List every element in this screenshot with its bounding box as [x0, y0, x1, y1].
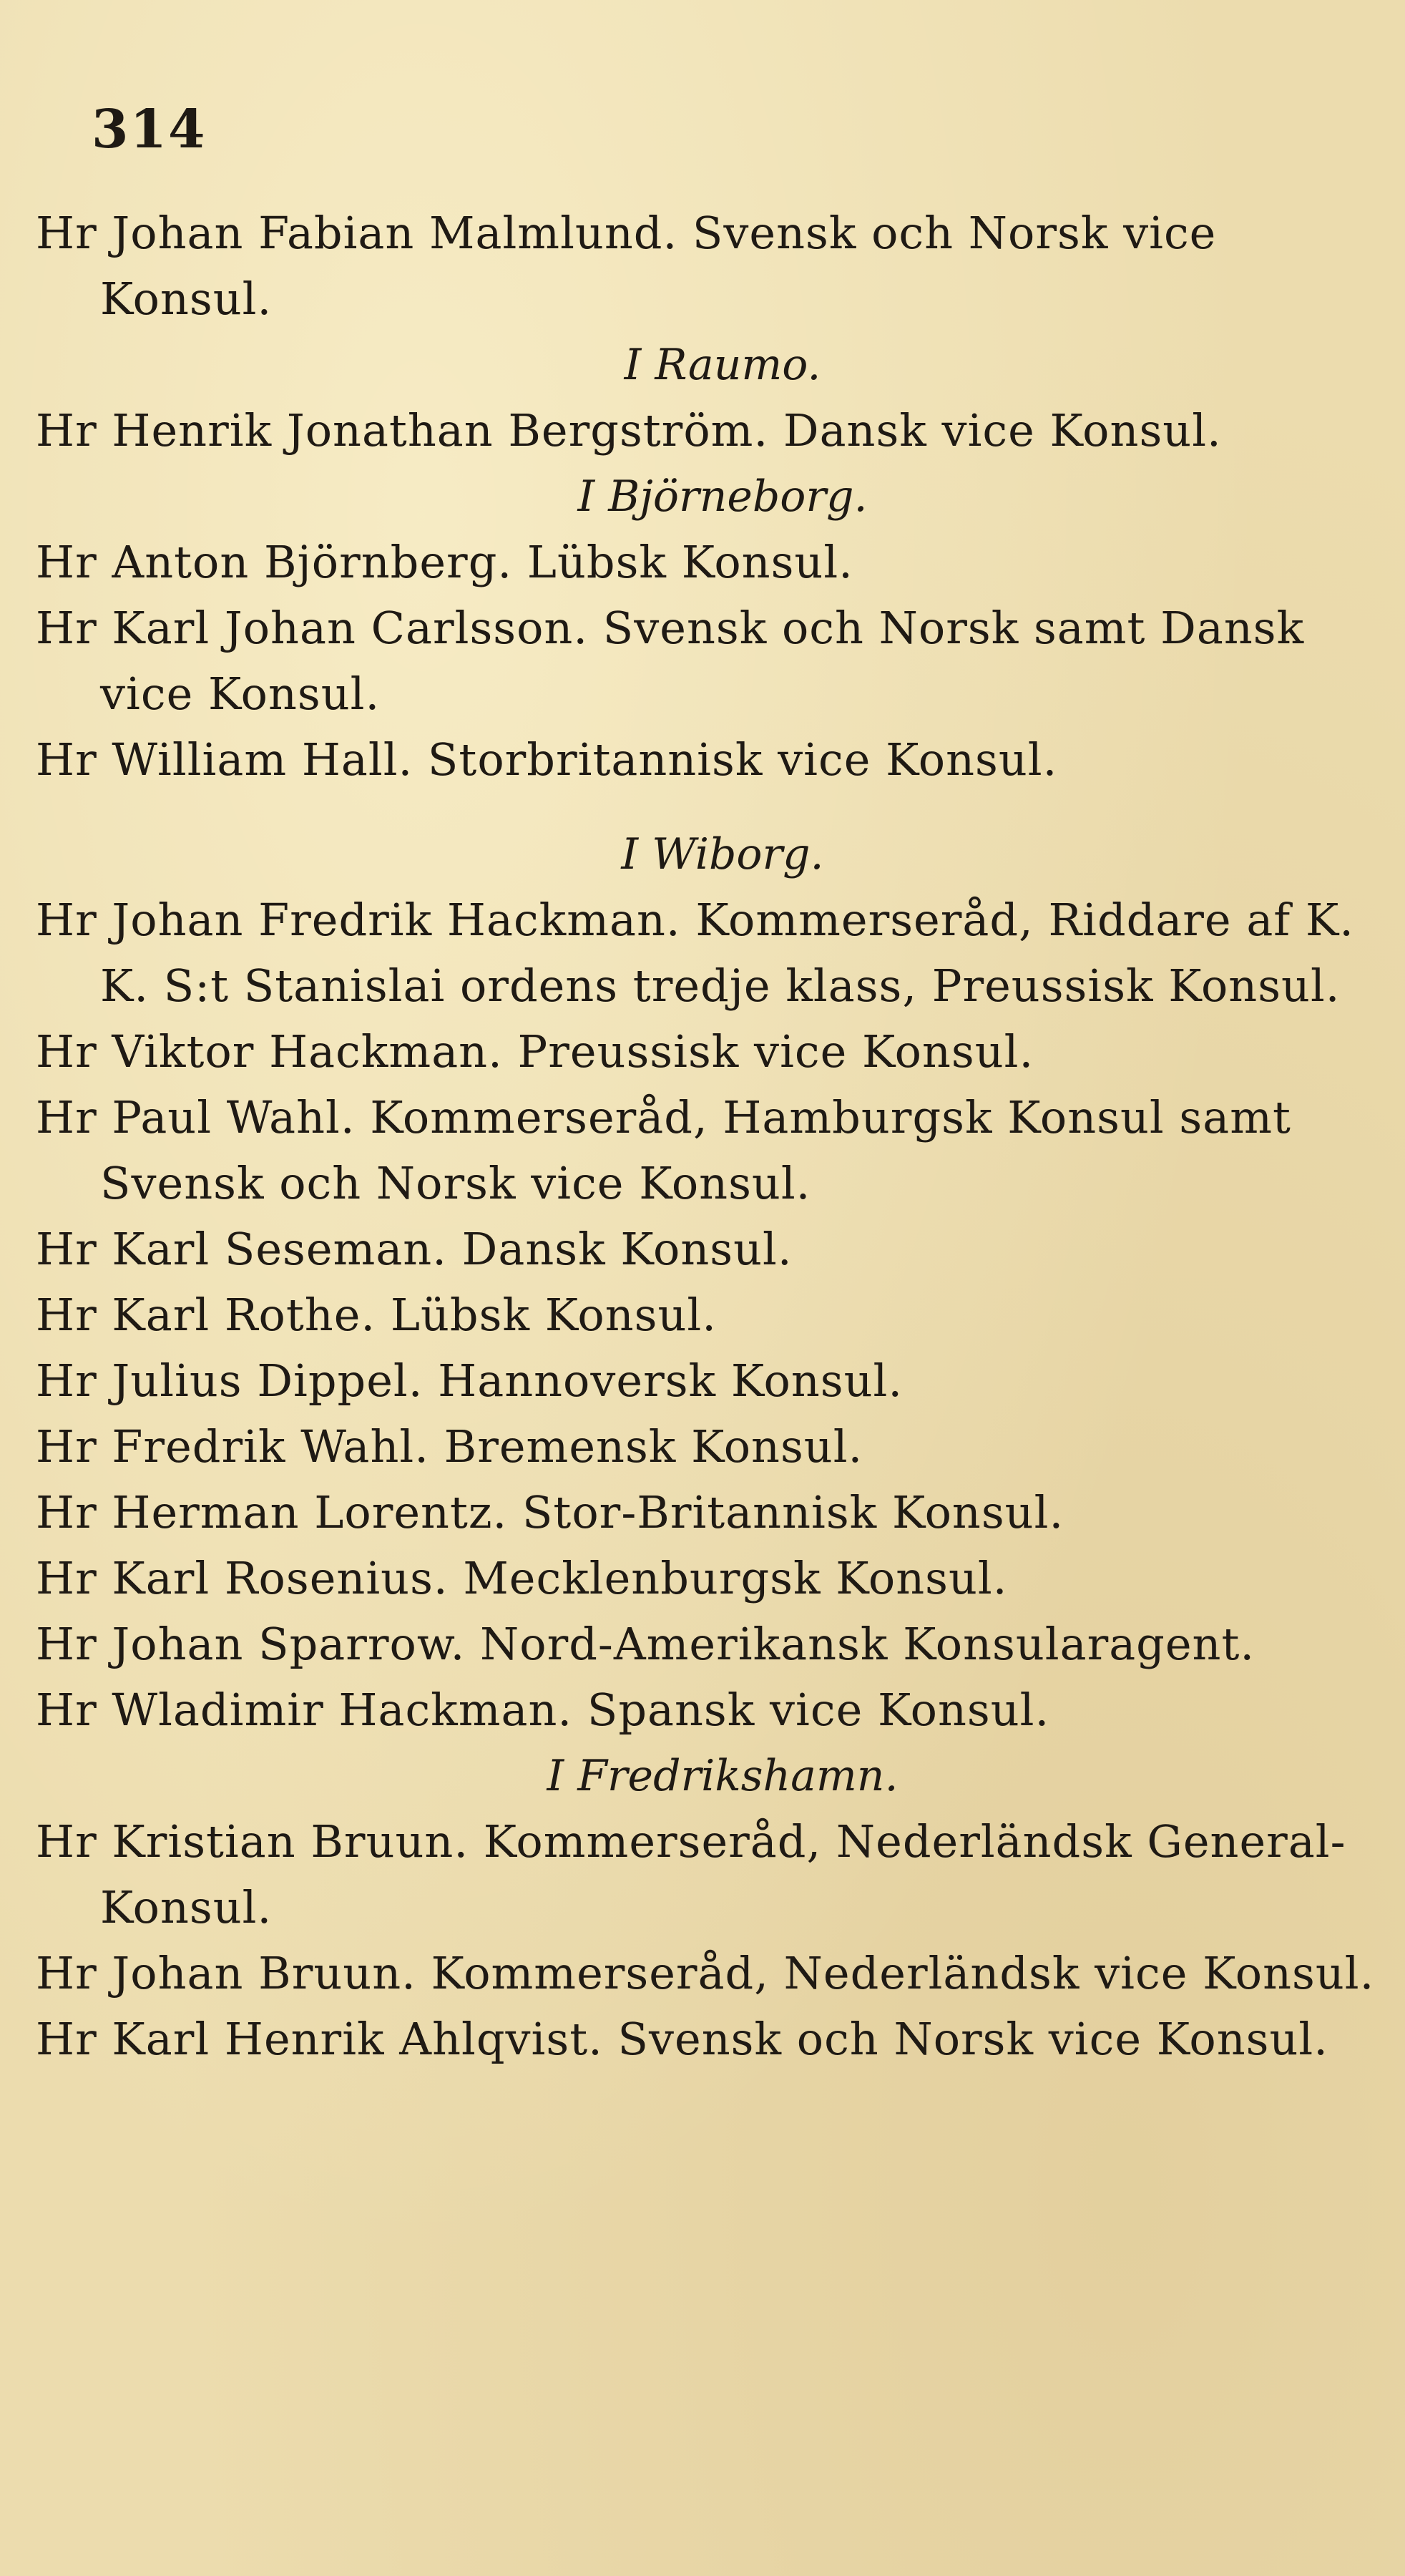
- list-item: Hr Paul Wahl. Kommerseråd, Hamburgsk Konsul samt Svensk och Norsk vice Konsul.: [36, 1091, 1291, 1209]
- list-item: Hr Julius Dippel. Hannoversk Konsul.: [36, 1355, 904, 1407]
- list-item: Hr Anton Björnberg. Lübsk Konsul.: [36, 536, 853, 588]
- list-item: Hr William Hall. Storbritannisk vice Konsul.: [36, 733, 1058, 786]
- list-item: Hr Karl Rosenius. Mecklenburgsk Konsul.: [36, 1552, 1008, 1604]
- list-item: Hr Kristian Bruun. Kommerseråd, Nederländsk General-Konsul.: [36, 1815, 1346, 1933]
- list-item: Hr Henrik Jonathan Bergström. Dansk vice Konsul.: [36, 404, 1222, 457]
- list-item: Hr Johan Sparrow. Nord-Amerikansk Konsularagent.: [36, 1618, 1255, 1670]
- list-item: Hr Wladimir Hackman. Spansk vice Konsul.: [36, 1684, 1050, 1736]
- page-number: 314: [92, 99, 207, 160]
- list-item: Hr Viktor Hackman. Preussisk vice Konsul.: [36, 1025, 1034, 1078]
- list-item: Hr Johan Fabian Malmlund. Svensk och Norsk vice Konsul.: [36, 207, 1217, 325]
- section-heading-raumo: I Raumo.: [624, 340, 821, 390]
- section-heading-bjorneborg: I Björneborg.: [577, 472, 868, 522]
- list-item: Hr Johan Fredrik Hackman. Kommerseråd, Riddare af K. K. S:t Stanislai ordens tredje klass, Preussisk Konsul.: [36, 894, 1354, 1012]
- list-item: Hr Johan Bruun. Kommerseråd, Nederländsk vice Konsul.: [36, 1947, 1375, 1999]
- list-item: Hr Herman Lorentz. Stor-Britannisk Konsul.: [36, 1486, 1064, 1538]
- list-item: Hr Fredrik Wahl. Bremensk Konsul.: [36, 1420, 863, 1473]
- list-item: Hr Karl Seseman. Dansk Konsul.: [36, 1223, 793, 1275]
- list-item: Hr Karl Henrik Ahlqvist. Svensk och Norsk vice Konsul.: [36, 2013, 1328, 2065]
- section-heading-wiborg: I Wiborg.: [621, 829, 824, 879]
- list-item: Hr Karl Rothe. Lübsk Konsul.: [36, 1289, 717, 1341]
- list-item: Hr Karl Johan Carlsson. Svensk och Norsk samt Dansk vice Konsul.: [36, 602, 1305, 720]
- section-heading-fredrikshamn: I Fredrikshamn.: [547, 1751, 899, 1801]
- page-content: [36, 200, 1381, 2072]
